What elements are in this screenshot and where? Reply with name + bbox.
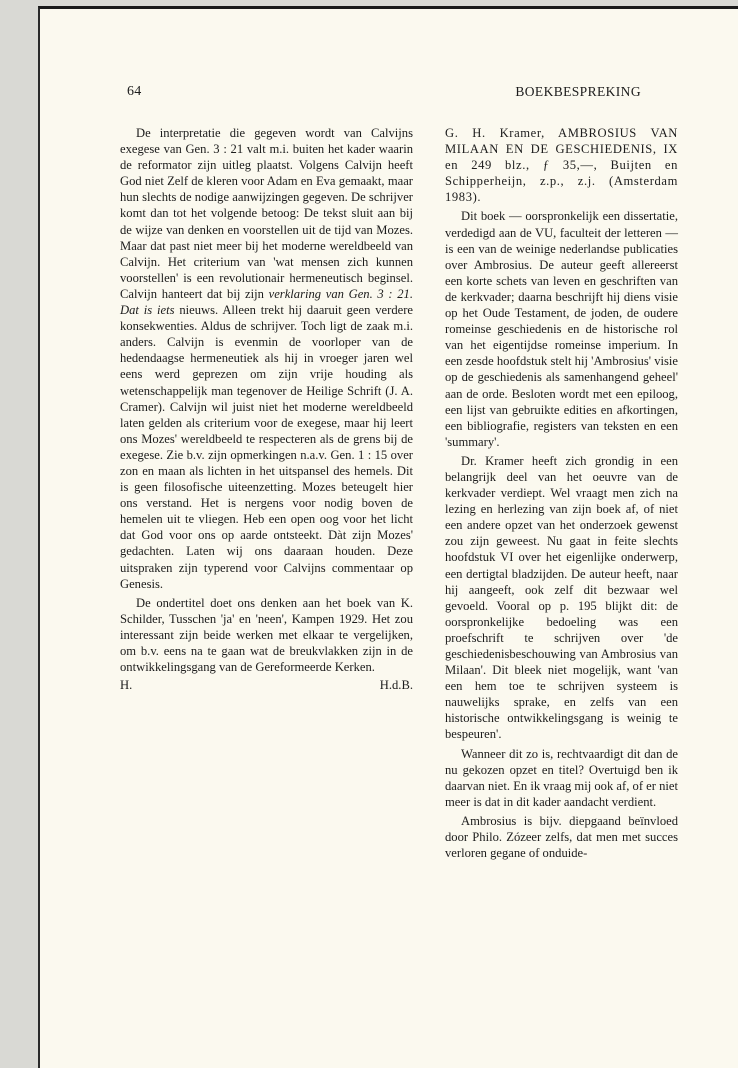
right-column — [445, 125, 678, 861]
left-paragraph-1-end: nieuws. Alleen trekt hij daaruit geen verdere konsekwenties. Aldus de schrijver. Toch ligt de zaak m.i. anders. Calvijn is evenmin de voorloper van de hedendaagse hermeneutiek als hij in vroeger jaren wel eens werd geprezen om zijn vrije houding als wetenschappelijk man tegenover de Heilige Schrift (J. A. Cramer). Calvijn wil juist niet het moderne wereldbeeld laten gelden als criterium voor de exegese, maar hij leert ons Mozes' wereldbeeld te respecteren als de grens bij de exegese. Zie b.v. zijn opmerkingen n.a.v. Gen. 1 : 15 over zon en maan als lichten in het uitspansel des hemels. Dit is geen filosofische uiteenzetting. Mozes beteugelt hier ons verstand. Het is nergens voor nodig boven de hemelen uit te vliegen. Heb een open oog voor het licht dat God voor ons op aarde ontsteekt. Dàt zijn Mozes' gedachten. Laten wij ons daaraan houden. Deze uitspraken zijn typerend voor Calvijns commentaar op Genesis. — [120, 303, 414, 591]
left-paragraph-1-text: De interpretatie die gegeven wordt van Calvijns exegese van Gen. 3 : 21 valt m.i. buiten het kader waarin de reformator zijn uitleg plaatst. Volgens Calvijn heeft God niet Zelf de kleren voor Adam en Eva gemaakt, maar hun slechts de nodige aanwijzingen gegeven. De schrijver komt dan tot het volgende betoog: De tekst sluit aan bij de wijze van denken en voorstellen uit de tijd van Mozes. Maar dat past niet meer bij het moderne wereldbeeld van Calvijn. Het criterium van 'wat mensen zich kunnen voorstellen' is een revolutionair hermeneutisch beginsel. Calvijn hanteert dat bij zijn — [120, 126, 413, 301]
right-paragraph-4: Ambrosius is bijv. diepgaand beïnvloed door Philo. Zózeer zelfs, dat men met succes verloren gegane of onduide- — [445, 813, 678, 861]
page-number: 64 — [127, 84, 142, 99]
right-paragraph-3: Wanneer dit zo is, rechtvaardigt dit dan de nu gekozen opzet en titel? Overtuigd ben ik daarvan niet. En ik vraag mij ook af, of er niet meer is dat in dit kader aandacht verdient. — [445, 746, 678, 809]
running-title: BOEKBESPREKING — [515, 84, 641, 99]
signoff-initial: H. — [120, 678, 133, 693]
signoff — [120, 677, 413, 693]
book-page — [38, 6, 738, 1068]
signoff-author: H.d.B. — [379, 678, 413, 693]
left-paragraph-1-italic: verklaring van Gen. 3 : 21. Dat is iets — [120, 286, 414, 318]
left-column — [120, 125, 413, 693]
left-paragraph-2: De ondertitel doet ons denken aan het boek van K. Schilder, Tusschen 'ja' en 'neen', Kampen 1929. Het zou interessant zijn beide werken met elkaar te vergelijken, om b.v. eens na te gaan wat de breukvlakken zijn in de ontwikkelingsgang van de Gereformeerde Kerken. — [120, 595, 413, 675]
left-paragraph-1 — [120, 125, 413, 592]
right-paragraph-2: Dr. Kramer heeft zich grondig in een belangrijk deel van het oeuvre van de kerkvader verdiept. Wel vraagt men zich na lezing en herlezing van zijn boek af, of niet een andere opzet van het onderzoek gewenst zou zijn geweest. Nu gaat in feite slechts hoofdstuk VI over het eigenlijke onderwerp, een dertigtal bladzijden. De auteur heeft, naar hij aangeeft, ook zelf dit bezwaar wel gevoeld. Vooral op p. 195 blijkt dit: de oorspronkelijke bedoeling was een proefschrift te schrijven over 'de geschiedenisbeschouwing van Ambrosius van Milaan'. Dit bleek niet mogelijk, want 'van een hem toe te schrijven systeem is nauwelijks sprake, en zelfs van een historische ontwikkelingsgang is weinig te bespeuren'. — [445, 453, 678, 742]
book-entry: G. H. Kramer, AMBROSIUS VAN MILAAN EN DE GESCHIEDENIS, IX en 249 blz., ƒ 35,—, Buijten en Schipperheijn, z.p., z.j. (Amsterdam 1983). — [445, 126, 678, 205]
right-paragraph-1: Dit boek — oorspronkelijk een dissertatie, verdedigd aan de VU, faculteit der letteren — is een van de weinige nederlandse publicaties over Ambrosius. De auteur geeft allereerst een korte schets van leven en geschriften van de kerkvader; daarna beschrijft hij diens visie op het Oude Testament, de joden, de oudere romeinse geschiedenis en de historische rol van het eigentijdse romeinse imperium. In een zesde hoofdstuk stelt hij 'Ambrosius' visie op de geschiedenis als samenhangend geheel' aan de orde. Besloten wordt met een epiloog, een lijst van gebruikte edities en afkortingen, een bibliografie, registers van teksten en een 'summary'. — [445, 209, 678, 449]
